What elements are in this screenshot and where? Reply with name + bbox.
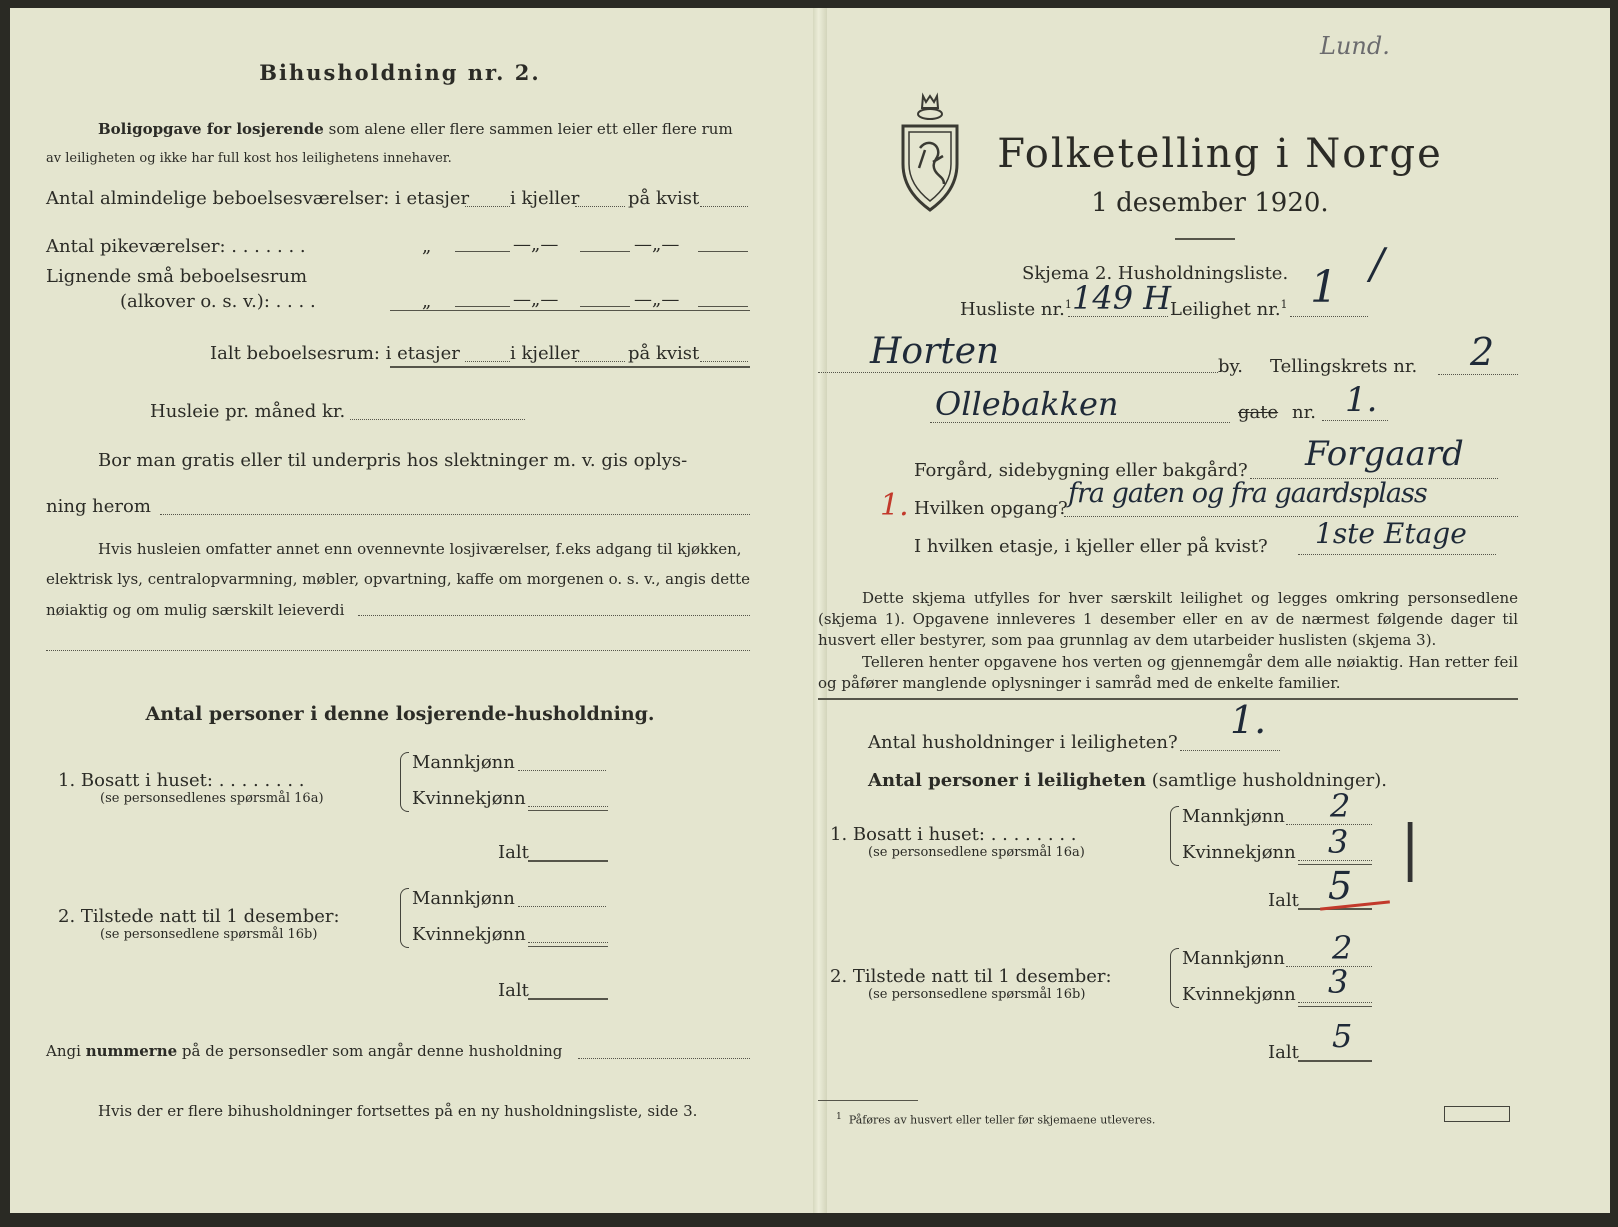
by-field[interactable] [818, 372, 1218, 373]
intro-line-1: Boligopgave for losjerende som alene eller flere sammen leier ett eller flere rum [98, 120, 733, 138]
q2-ialt-value: 5 [1332, 1017, 1353, 1055]
skjema-mark: / [1370, 239, 1385, 288]
angi-field[interactable] [578, 1058, 750, 1059]
husliste-label: Husliste nr.$^1$ [960, 298, 1072, 320]
leilighet-value: 1 [1310, 262, 1338, 313]
forgaard-label: Forgård, sidebygning eller bakgård? [914, 460, 1248, 481]
pikevaerelser-label: Antal pikeværelser: . . . . . . . [46, 236, 306, 257]
husliste-value: 149 H [1072, 279, 1172, 317]
left-q2-label: 2. Tilstede natt til 1 desember: [58, 906, 340, 927]
coat-of-arms-icon [895, 92, 965, 212]
right-q1-label: 1. Bosatt i huset: . . . . . . . . [830, 824, 1077, 845]
q2-kvinne-value: 3 [1328, 963, 1349, 1001]
ditto-1: „ [422, 236, 432, 257]
lignende-label-2: (alkover o. s. v.): . . . . [120, 291, 316, 312]
footnote: $^1$ Påføres av husvert eller teller før skjemaene utleveres. [836, 1111, 1156, 1127]
gate-field[interactable] [930, 422, 1230, 423]
bor-line-1: Bor man gratis eller til underpris hos slektninger m. v. gis oplys- [98, 450, 688, 471]
by-label: by. [1218, 356, 1244, 377]
antal-pers-heading: Antal personer i leiligheten (samtlige husholdninger). [868, 770, 1388, 791]
etasje-value: 1ste Etage [1315, 517, 1467, 550]
printer-stamp [1444, 1106, 1510, 1122]
census-form-sheet: Bihusholdning nr. 2. Boligopgave for losjerende som alene eller flere sammen leier ett eller flere rum av leiligheten og ikke har full kost hos leilighetens innehaver. Antal almindelige beboelsesværelser: i etasjer i kjeller på kvist Antal pikeværelser: . . . . . . . „ —„— —„— Lignende små beboelsesrum (alkover o. s. v.): . . . . „ —„— —„— Ialt beboelsesrum: i etasjer i kjeller på kvist Husleie pr. måned kr. Bor man gratis eller til underpris hos slektninger m. v. gis oplys- ning herom Hvis husleien omfatter annet enn ovennevnte losjiværelser, f.eks adgang til kjøkken, elektrisk lys, centralopvarmning, møbler, opvartning, kaffe om morgenen o. s. v., angis dette nøiaktig og om mulig særskilt leieverdi Antal personer i denne losjerende-husholdning. 1. Bosatt i huset: . . . . . . . . (se personsedlenes spørsmål 16a) Mannkjønn Kvinnekjønn Ialt 2. Tilstede natt til 1 desember: (se personsedlene spørsmål 16b) Mannkjønn Kvinnekjønn Ialt Angi nummerne på de personsedler som angår denne husholdning Hvis der er flere bihusholdninger fortsettes på en ny husholdningsliste, side 3. Lund. Folketelling i Norge 1 desember 1920. Skjema 2. Husholdningsliste. / Husliste nr.$^1$ 149 H Leilighet nr.$^1$ 1 Horten by. Tellingskrets nr. 2 Ollebakken gate nr. 1. Forgård, sidebygning eller bakgård? Forgaard 1. Hvilken opgang? fra gaten og fra gaardsplass I hvilken etasje, i kjeller eller på kvist? 1ste Etage Dette skjema utfylles for hver særskilt leilighet og legges omkring personsedlene (skjema 1). Opgavene innleveres 1 desember eller en av de nærmest følgende dager til husvert eller bestyrer, som paa grunnlag av dem utarbeider huslisten (skjema 3). Telleren henter opgavene hos verten og gjennemgår dem alle nøiaktig. Han retter feil og påfører manglende oplysninger i samråd med de enkelte familier. Antal husholdninger i leiligheten? 1. Antal personer i leiligheten (samtlige husholdninger). 1. Bosatt i huset: . . . . . . . . (se personsedlene spørsmål 16a) Mannkjønn 2 Kvinnekjønn 3 Ialt 5 | 2. Tilstede natt til 1 desember: (se personsedlene spørsmål 16b) Mannkjønn 2 Kvinnekjønn 3 Ialt 5 $^1$ Påføres av husvert eller teller før skjemaene utleveres. [10, 8, 1610, 1213]
bor-field[interactable] [160, 514, 750, 515]
antal-hush-value: 1. [1230, 698, 1267, 742]
instructions-2: Telleren henter opgavene hos verten og gjennemgår dem alle nøiaktig. Han retter feil og påfører manglende oplysninger i samråd med de enkelte familier. [818, 653, 1518, 692]
hvis-line-1: Hvis husleien omfatter annet enn ovennevnte losjiværelser, f.eks adgang til kjøkken, [98, 540, 742, 558]
ditto-3: —„— [634, 234, 680, 255]
nr-label: nr. [1292, 402, 1316, 423]
skjema-label: Skjema 2. Husholdningsliste. [1022, 263, 1289, 284]
by-value: Horten [870, 331, 1000, 372]
q1-kvinne-value: 3 [1328, 823, 1349, 861]
opgang-label: Hvilken opgang? [914, 498, 1068, 519]
hvis-line-2: elektrisk lys, centralopvarmning, møbler, opvartning, kaffe om morgenen o. s. v., angis dette [46, 570, 751, 588]
ialt-rum-label: Ialt beboelsesrum: i etasjer [210, 343, 460, 364]
gate-value: Ollebakken [935, 385, 1119, 423]
left-q2-sub: (se personsedlene spørsmål 16b) [100, 927, 318, 942]
right-title: Folketelling i Norge [997, 131, 1443, 177]
left-footer: Hvis der er flere bihusholdninger fortsettes på en ny husholdningsliste, side 3. [98, 1102, 698, 1120]
kjeller-field[interactable] [575, 206, 625, 207]
left-q1-label: 1. Bosatt i huset: . . . . . . . . [58, 770, 305, 791]
q1-mann-value: 2 [1330, 787, 1351, 825]
leilighet-field[interactable] [1290, 316, 1368, 317]
leilighet-label: Leilighet nr.$^1$ [1170, 298, 1288, 320]
etasje-field[interactable] [1298, 554, 1496, 555]
ditto-2: —„— [513, 234, 559, 255]
right-q2-sub: (se personsedlene spørsmål 16b) [868, 987, 1086, 1002]
left-title: Bihusholdning nr. 2. [259, 60, 541, 85]
q1-ialt-value: 5 [1328, 864, 1353, 908]
intro-line-2: av leiligheten og ikke har full kost hos leilighetens innehaver. [46, 151, 452, 166]
census-date: 1 desember 1920. [1091, 188, 1329, 218]
left-antal-personer-heading: Antal personer i denne losjerende-husholdning. [145, 703, 655, 725]
antal-alm-label: Antal almindelige beboelsesværelser: i etasjer [46, 188, 470, 209]
husleie-label: Husleie pr. måned kr. [150, 401, 346, 422]
etasje-label: I hvilken etasje, i kjeller eller på kvist? [914, 536, 1268, 557]
angi-line: Angi nummerne på de personsedler som angår denne husholdning [46, 1042, 563, 1060]
kvist-field[interactable] [700, 206, 748, 207]
kjeller-label: i kjeller [510, 188, 580, 209]
right-q1-sub: (se personsedlene spørsmål 16a) [868, 845, 1085, 860]
antal-hush-label: Antal husholdninger i leiligheten? [868, 732, 1178, 753]
q2-mann-value: 2 [1332, 929, 1353, 967]
leieverdi-field[interactable] [358, 615, 750, 616]
husliste-field[interactable] [1068, 316, 1168, 317]
forgaard-value: Forgaard [1305, 434, 1464, 474]
gate-label: gate [1238, 402, 1279, 423]
hvis-line-3: nøiaktig og om mulig særskilt leieverdi [46, 601, 345, 619]
nr-field[interactable] [1322, 420, 1388, 421]
left-q1-brace [400, 752, 409, 812]
instructions-1: Dette skjema utfylles for hver særskilt leilighet og legges omkring personsedlene (skjema 1). Opgavene innleveres 1 desember eller en av de nærmest følgende dager til husvert eller bestyrer, som paa grunnlag av dem utarbeider huslisten (skjema 3). [818, 589, 1518, 649]
lignende-label-1: Lignende små beboelsesrum [46, 266, 308, 287]
right-q2-label: 2. Tilstede natt til 1 desember: [830, 966, 1112, 987]
kvist-label: på kvist [628, 188, 700, 209]
nr-value: 1. [1345, 380, 1378, 420]
husleie-field[interactable] [350, 419, 525, 420]
tellingskrets-value: 2 [1470, 330, 1495, 374]
pencil-tick-mark: | [1400, 813, 1421, 883]
left-q1-sub: (se personsedlenes spørsmål 16a) [100, 791, 324, 806]
opgang-value: fra gaten og fra gaardsplass [1068, 478, 1427, 509]
tellingskrets-label: Tellingskrets nr. [1270, 356, 1418, 377]
bor-line-2: ning herom [46, 496, 151, 517]
red-check-mark: 1. [880, 488, 909, 523]
etasjer-field[interactable] [465, 206, 510, 207]
tellingskrets-field[interactable] [1438, 374, 1518, 375]
corner-pencil-note: Lund. [1320, 32, 1390, 60]
antal-hush-field[interactable] [1180, 750, 1280, 751]
